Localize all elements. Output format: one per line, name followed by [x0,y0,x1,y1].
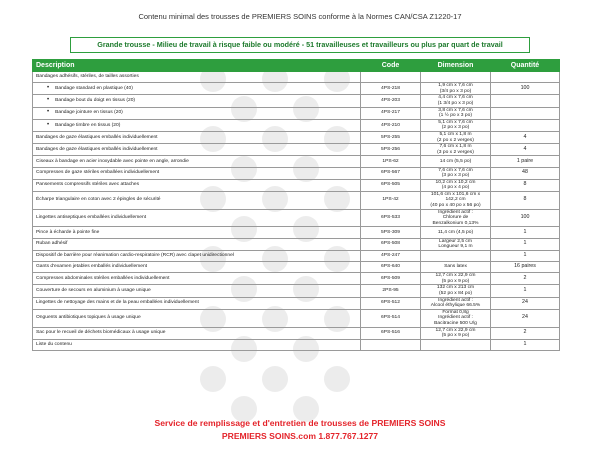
item-code: 6PS-509 [361,273,421,285]
item-quantity: 100 [491,83,560,95]
item-quantity [491,119,560,131]
item-dimension [421,209,491,227]
item-dimension-line: 5,1 cm x 7,6 cm [438,119,473,125]
item-code: 4PS-217 [361,107,421,119]
item-dimension [421,131,491,143]
item-dimension [421,327,491,339]
item-description: Dispositif de barrière pour réanimation cardio-respiratoire (RCR) avec clapet unidirectionnel [33,250,361,261]
item-dimension-line: Largeur 2,5 cm [439,238,472,244]
item-dimension [421,250,491,261]
item-dimension-line: (3/4 po x 3 po) [439,88,472,94]
item-quantity: 8 [491,179,560,191]
item-code: 5PS-309 [361,227,421,238]
item-quantity: 1 [491,285,560,297]
item-quantity: 1 [491,339,560,350]
item-code: 6PS-567 [361,167,421,179]
table-row [33,167,560,179]
item-code: 1PS-42 [361,191,421,209]
item-dimension-line: (52 po x 84 po) [439,290,472,296]
item-quantity: 1 paire [491,156,560,167]
item-description: • Bandage standard en plastique (40) [33,83,361,95]
contents-table [32,59,560,351]
item-dimension-line: Sans latex [444,264,467,270]
item-description: Bandages de gaze élastiques emballés individuellement [33,144,361,156]
footer-service-line: Service de remplissage et d'entretien de trousses de PREMIERS SOINS [154,418,446,428]
item-quantity: 8 [491,191,560,209]
item-quantity [491,72,560,83]
item-dimension-line: Chlorure de [442,215,469,221]
item-dimension-line: (5 po x 9 po) [441,278,470,284]
item-dimension [421,144,491,156]
contents-table-wrapper [32,59,559,351]
item-description: Sac pour le recueil de déchets biomédicaux à usage unique [33,327,361,339]
table-row [33,72,560,83]
column-header-code: Code [361,60,421,72]
item-description: Pince à écharde à pointe fine [33,227,361,238]
item-dimension-line: 4,4 cm x 7,6 cm [438,95,473,101]
column-header-description: Description [33,60,361,72]
item-dimension-line: 7,6 cm x 1,8 m [439,144,472,150]
table-row [33,327,560,339]
item-dimension-line: 1,9 cm x 7,6 cm [438,83,473,89]
item-dimension-line: Ingrédient actif : [438,209,473,215]
item-dimension-line: 10,2 cm x 10,2 cm [435,179,476,185]
item-description: Compresses de gaze stériles emballées individuellement [33,167,361,179]
item-quantity [491,95,560,107]
item-dimension-line: 142,2 cm [445,197,466,203]
item-dimension-line: 3,8 cm x 7,6 cm [438,107,473,113]
item-dimension-line: (3 po x 2 verges) [437,149,474,155]
item-description: • Bandage bout du doigt en tissus (20) [33,95,361,107]
item-dimension-line: (2 po x 2 verges) [437,137,474,143]
item-dimension [421,156,491,167]
item-quantity: 24 [491,297,560,309]
item-code: 4PS-218 [361,83,421,95]
item-description: Onguents antibiotiques topiques à usage unique [33,309,361,327]
item-dimension-line: 5,1 cm x 1,8 m [439,131,472,137]
table-row [33,95,560,107]
item-code: 6PS-512 [361,297,421,309]
item-description: Couverture de secours en aluminium à usage unique [33,285,361,297]
item-quantity: 4 [491,144,560,156]
item-code: 4PS-247 [361,250,421,261]
item-dimension-line: (5 po x 9 po) [441,333,470,339]
table-row [33,83,560,95]
item-quantity: 1 [491,238,560,250]
item-dimension-line: Benzalkonium 0,13% [432,220,479,226]
document-subtitle: Contenu minimal des trousses de PREMIERS SOINS conforme à la Normes CAN/CSA Z1220-17 [138,12,462,21]
table-row [33,131,560,143]
item-dimension [421,95,491,107]
item-dimension [421,191,491,209]
table-row [33,107,560,119]
item-dimension-line: Ingrédient actif : [438,297,473,303]
table-row [33,119,560,131]
table-row [33,144,560,156]
kit-heading: Grande trousse - Milieu de travail à risque faible ou modéré - 51 travailleuses et travailleurs ou plus par quart de travail [70,37,530,53]
item-dimension-line: (3 po x 3 po) [441,173,470,179]
item-code: 5PS-256 [361,144,421,156]
item-dimension-line: 101,6 cm x 101,6 cm x [430,191,481,197]
item-dimension [421,119,491,131]
item-dimension [421,227,491,238]
table-row [33,339,560,350]
item-code: 6PS-533 [361,209,421,227]
item-dimension-line: Longueur 9,1 m [438,244,473,250]
table-row [33,227,560,238]
item-quantity: 24 [491,309,560,327]
item-dimension [421,273,491,285]
item-description: Ruban adhésif [33,238,361,250]
table-body [33,72,560,351]
table-row [33,250,560,261]
table-row [33,156,560,167]
item-quantity: 2 [491,273,560,285]
item-description: Liste du contenu [33,339,361,350]
item-dimension [421,107,491,119]
table-row [33,309,560,327]
item-description: Gants d'examen jetables emballés individuellement [33,262,361,273]
item-dimension-line: Alcool éthylique 66.5% [430,303,481,309]
item-dimension [421,339,491,350]
item-dimension [421,297,491,309]
item-dimension-line: 132 cm x 213 cm [436,285,475,291]
item-code: 6PS-514 [361,309,421,327]
item-dimension [421,285,491,297]
item-dimension-line: 7,6 cm x 7,6 cm [438,167,473,173]
item-code: 4PS-203 [361,95,421,107]
item-description: Ciseaux à bandage en acier inoxydable avec pointe en angle, arrondie [33,156,361,167]
item-code [361,72,421,83]
column-header-quantity: Quantité [491,60,560,72]
item-code: 6PS-508 [361,238,421,250]
item-quantity: 1 [491,227,560,238]
item-dimension-line: (4 po x 4 po) [441,185,470,191]
item-description: • Bandage timbre en tissus (20) [33,119,361,131]
item-code: 6PS-505 [361,179,421,191]
item-description: Bandages de gaze élastiques emballés individuellement [33,131,361,143]
table-row [33,238,560,250]
item-dimension-line: 11,4 cm (4,5 po) [437,229,474,235]
item-dimension [421,238,491,250]
item-dimension-line: Format 0,8g [442,309,469,315]
item-quantity: 1 [491,250,560,261]
table-row [33,273,560,285]
item-dimension [421,262,491,273]
item-code: 5PS-255 [361,131,421,143]
table-row [33,285,560,297]
item-dimension-line: 14 cm (5,5 po) [439,158,472,164]
table-row [33,297,560,309]
table-row [33,209,560,227]
table-row [33,179,560,191]
item-code: 2PS-95 [361,285,421,297]
table-row [33,191,560,209]
item-description: Bandages adhésifs, stériles, de tailles assorties [33,72,361,83]
item-code: 6PS-516 [361,327,421,339]
item-quantity: 48 [491,167,560,179]
item-dimension-line: (1 3/4 po x 3 po) [437,100,474,106]
column-header-dimension: Dimension [421,60,491,72]
item-dimension-line: Bacitracine 500 U/g [434,320,477,326]
item-dimension-line: Ingrédient actif : [438,315,473,321]
item-quantity: 16 paires [491,262,560,273]
item-dimension [421,83,491,95]
item-dimension [421,309,491,327]
item-code: 1PS-62 [361,156,421,167]
item-description: Compresses abdominales stériles emballées individuellement [33,273,361,285]
footer-contact-line: PREMIERS SOINS.com 1.877.767.1277 [221,431,379,441]
item-description: Écharpe triangulaire en coton avec 2 épingles de sécurité [33,191,361,209]
table-header-row [33,60,560,72]
item-description: Lingettes antiseptiques emballées individuellement [33,209,361,227]
table-row [33,262,560,273]
item-dimension-line: (40 po x 40 po x 56 po) [430,203,481,209]
item-description: Pansements compressifs stériles avec attaches [33,179,361,191]
item-quantity [491,107,560,119]
item-dimension-line: (1 ½ po x 3 po) [439,113,472,119]
item-quantity: 2 [491,327,560,339]
item-dimension-line: 12,7 cm x 22,9 cm [435,273,476,279]
item-dimension [421,167,491,179]
item-code: 4PS-210 [361,119,421,131]
item-description: • Bandage jointure en tissus (20) [33,107,361,119]
item-code [361,339,421,350]
item-description: Lingettes de nettoyage des mains et de la peau emballées individuellement [33,297,361,309]
item-dimension [421,72,491,83]
item-quantity: 100 [491,209,560,227]
item-dimension [421,179,491,191]
item-code: 6PS-640 [361,262,421,273]
item-dimension-line: (2 po x 3 po) [441,125,470,131]
item-dimension-line: 12,7 cm x 22,9 cm [435,327,476,333]
item-quantity: 4 [491,131,560,143]
